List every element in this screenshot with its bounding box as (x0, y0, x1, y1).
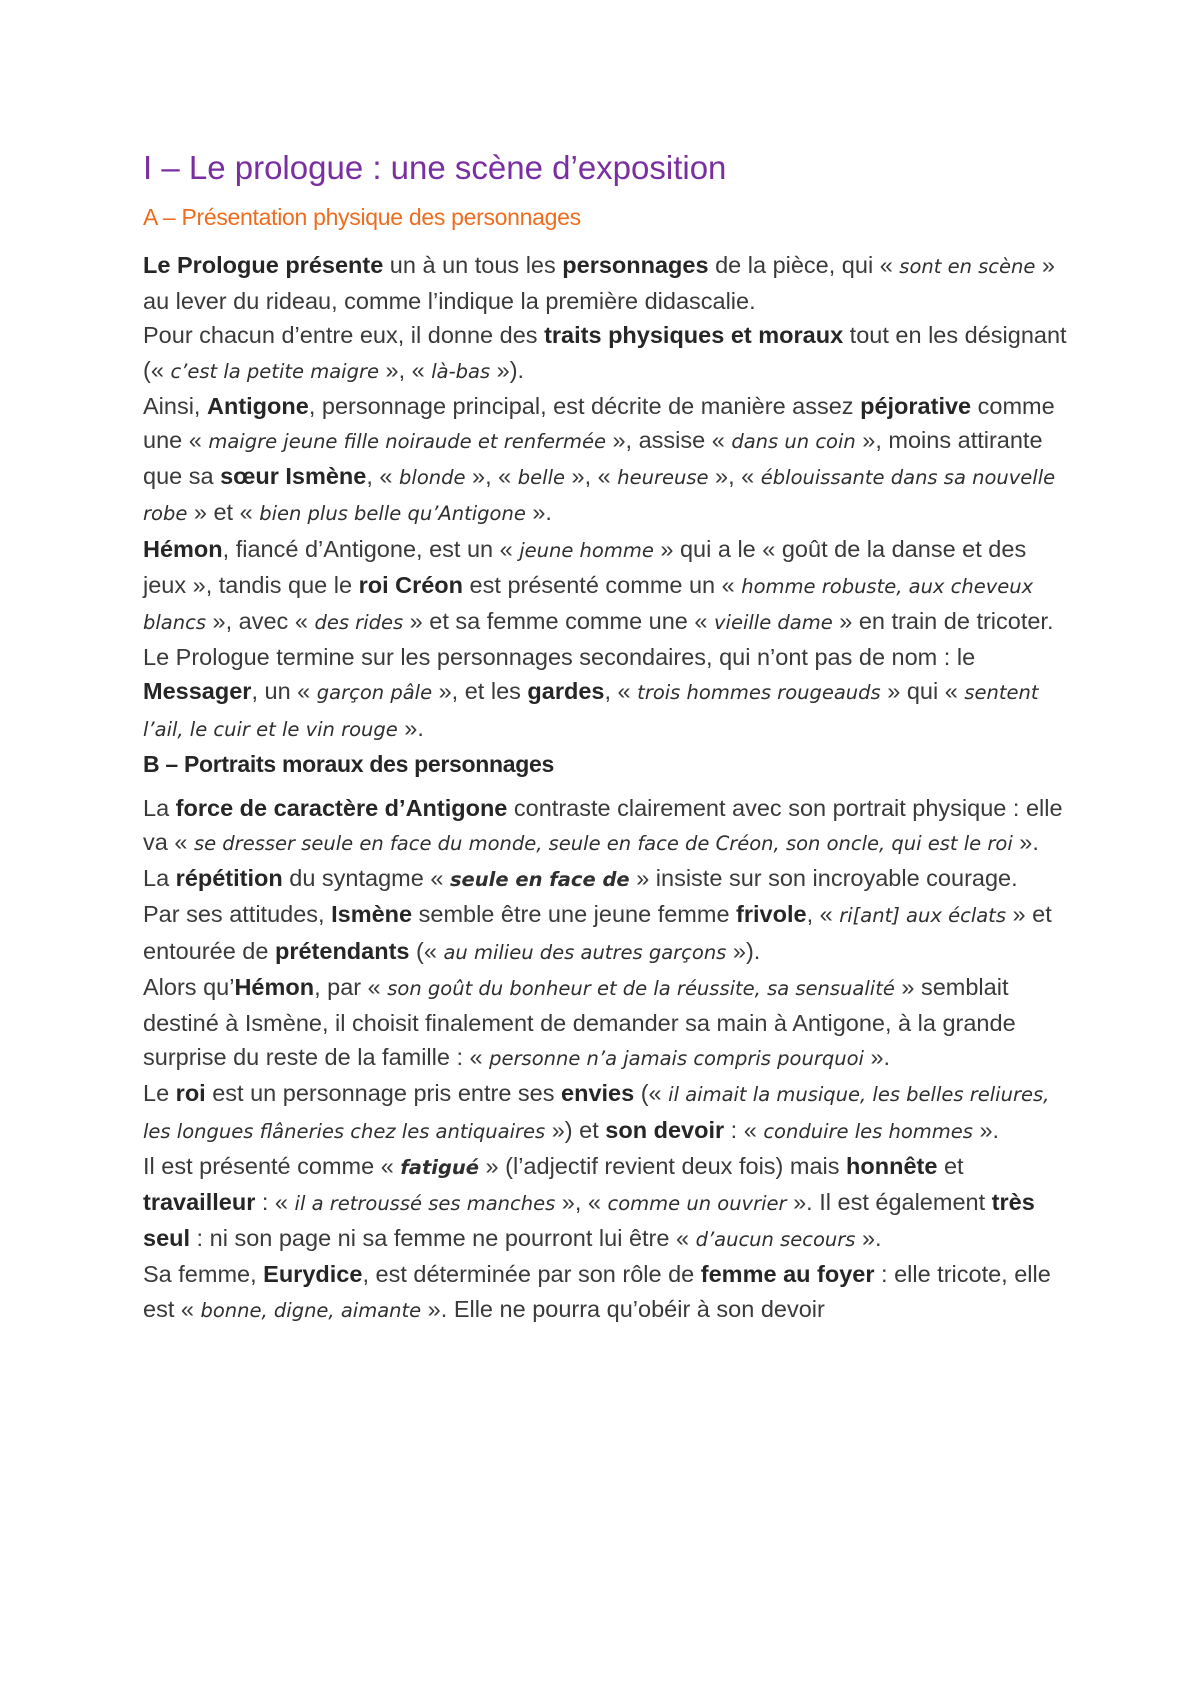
quotation-text: comme un ouvrier (607, 1192, 787, 1216)
body-text: » au lever du rideau, comme l’indique la première didascalie. (143, 252, 1055, 315)
body-text: Alors qu’ (143, 973, 235, 1000)
paragraph (143, 640, 1073, 747)
body-text: ». (397, 714, 424, 741)
body-text: » et « (187, 499, 260, 526)
quotation-text: là-bas (431, 359, 491, 383)
body-text: , un « (251, 678, 317, 705)
body-text: La (143, 865, 176, 892)
body-text: (« (634, 1080, 669, 1107)
emphasis-text: personnages (562, 252, 709, 278)
emphasis-text: Messager (143, 678, 252, 705)
paragraph (143, 970, 1073, 1077)
emphasis-text: femme au foyer (700, 1261, 875, 1288)
quotation-text: vieille dame (714, 611, 833, 635)
body-text: Sa femme, (143, 1261, 264, 1288)
body-text: : elle tricote, elle est « (143, 1261, 1051, 1322)
section-b-body (143, 791, 1073, 1328)
body-text: Le Prologue termine sur les personnages secondaires, qui n’ont pas de nom : le (143, 644, 976, 671)
emphasis-text: sœur Ismène (220, 463, 367, 490)
emphasis-text: roi (175, 1080, 206, 1107)
body-text: ». (1012, 829, 1039, 856)
quotation-text: sentent l’ail, le cuir et le vin rouge (143, 681, 1039, 741)
body-text: Ainsi, (143, 392, 207, 419)
quotation-text: se dresser seule en face du monde, seule en face de Créon, son oncle, qui est le roi (193, 832, 1013, 856)
body-text: » qui a le « goût de la danse et des jeux », tandis que le (143, 535, 1027, 598)
quotation-text: fatigué (400, 1155, 480, 1179)
quotation-text: sont en scène (899, 255, 1036, 278)
emphasis-text: prétendants (274, 937, 410, 964)
body-text: : ni son page ni sa femme ne pourront lui être « (190, 1225, 696, 1252)
body-text: », avec « (206, 608, 315, 635)
quotation-text: conduire les hommes (763, 1119, 973, 1143)
quotation-text: seule en face de (449, 868, 630, 892)
emphasis-text: Hémon (234, 973, 315, 1000)
emphasis-text: Hémon (143, 535, 223, 562)
quotation-text: trois hommes rougeauds (637, 681, 881, 705)
quotation-text: ri[ant] aux éclats (839, 904, 1006, 928)
body-text: tout en les désignant (« (143, 322, 1067, 383)
paragraph (143, 861, 1073, 897)
body-text: La (143, 794, 176, 821)
emphasis-text: envies (561, 1080, 635, 1107)
paragraph (143, 791, 1073, 861)
body-text: » et sa femme comme une « (403, 608, 714, 635)
emphasis-text: gardes (527, 678, 605, 705)
quotation-text: jeune homme (519, 538, 654, 562)
quotation-text: heureuse (617, 466, 709, 490)
body-text: est présenté comme un « (463, 571, 742, 598)
quotation-text: blonde (399, 466, 466, 490)
body-text: ». Il est également (786, 1189, 992, 1216)
body-text: ») et (545, 1116, 606, 1143)
body-text: Il est présenté comme « (143, 1152, 401, 1179)
body-text: et (937, 1152, 964, 1179)
body-text: , fiancé d’Antigone, est un « (222, 535, 520, 562)
paragraph (143, 1076, 1073, 1148)
paragraph (143, 248, 1073, 318)
paragraph (143, 389, 1073, 532)
body-text: , « (806, 901, 840, 928)
body-text: de la pièce, qui « (708, 252, 900, 278)
emphasis-text: roi Créon (358, 571, 464, 598)
body-text: ». (863, 1044, 891, 1071)
body-text: » en train de tricoter. (832, 608, 1054, 635)
quotation-text: bien plus belle qu’Antigone (259, 502, 526, 526)
body-text: » qui « (880, 678, 965, 705)
emphasis-text: son devoir (605, 1116, 725, 1143)
emphasis-text: répétition (175, 865, 283, 892)
paragraph (143, 318, 1073, 388)
body-text: , est déterminée par son rôle de (362, 1261, 701, 1288)
body-text: », « (465, 463, 518, 490)
paragraph (143, 532, 1073, 641)
body-text: , « (604, 678, 638, 705)
body-text: est un personnage pris entre ses (205, 1080, 562, 1107)
emphasis-text: traits physiques et moraux (544, 322, 844, 349)
body-text: », assise « (605, 427, 732, 454)
quotation-text: dans un coin (731, 430, 856, 454)
quotation-text: d’aucun secours (695, 1228, 856, 1252)
body-text: du syntagme « (282, 865, 450, 892)
body-text: un à un tous les (383, 252, 563, 278)
quotation-text: bonne, digne, aimante (200, 1298, 422, 1322)
body-text: » insiste sur son incroyable courage. (629, 865, 1018, 892)
body-text: » (l’adjectif revient deux fois) mais (479, 1152, 847, 1179)
body-text: ». (525, 499, 552, 526)
emphasis-text: force de caractère d’Antigone (175, 794, 508, 821)
body-text: », « (378, 356, 432, 383)
section-a-heading: A – Présentation physique des personnages (143, 204, 581, 230)
body-text: , personnage principal, est décrite de manière assez (308, 392, 861, 419)
body-text: »). (490, 356, 525, 383)
body-text: Par ses attitudes, (143, 901, 332, 928)
body-text: ». (972, 1116, 1000, 1143)
quotation-text: belle (517, 466, 565, 490)
body-text: Le (143, 1080, 176, 1107)
quotation-text: des rides (314, 611, 404, 635)
body-text: Pour chacun d’entre eux, il donne des (143, 322, 545, 349)
body-text: ». Elle ne pourra qu’obéir à son devoir (421, 1295, 825, 1322)
quotation-text: il aimait la musique, les belles reliures, les longues flâneries chez les antiquaires (143, 1083, 1050, 1143)
emphasis-text: Ismène (331, 901, 413, 928)
quotation-text: c’est la petite maigre (170, 359, 379, 383)
body-text: contraste clairement avec son portrait physique : elle va « (143, 794, 1063, 856)
quotation-text: personne n’a jamais compris pourquoi (489, 1047, 864, 1071)
body-text: », moins attirante que sa (143, 427, 1043, 490)
quotation-text: son goût du bonheur et de la réussite, sa sensualité (387, 976, 895, 1000)
emphasis-text: très seul (143, 1189, 1035, 1252)
emphasis-text: Eurydice (263, 1261, 363, 1288)
body-text: », et les (432, 678, 528, 705)
body-text: », « (565, 463, 618, 490)
document-page (143, 148, 1073, 1328)
quotation-text: éblouissante dans sa nouvelle robe (143, 466, 1056, 526)
body-text: » et entourée de (143, 901, 1052, 964)
quotation-text: homme robuste, aux cheveux blancs (143, 574, 1034, 635)
emphasis-text: travailleur (143, 1189, 256, 1216)
paragraph (143, 897, 1073, 969)
body-text: ». (855, 1225, 882, 1252)
emphasis-text: péjorative (860, 392, 972, 419)
body-text: semble être une jeune femme (412, 901, 737, 928)
body-text: »). (726, 937, 761, 964)
body-text: » semblait destiné à Ismène, il choisit finalement de demander sa main à Antigone, à la grande surprise du reste de la famille : « (143, 973, 1016, 1071)
body-text: comme une « (143, 392, 1055, 454)
body-text: : « (255, 1189, 295, 1216)
body-text: (« (409, 937, 444, 964)
section-b-heading: B – Portraits moraux des personnages (143, 750, 555, 777)
quotation-text: au milieu des autres garçons (443, 940, 727, 964)
body-text: , par « (314, 973, 388, 1000)
paragraph (143, 1149, 1073, 1258)
quotation-text: garçon pâle (316, 681, 433, 705)
body-text: », « (555, 1189, 608, 1216)
body-text: », « (708, 463, 761, 490)
emphasis-text: Antigone (207, 392, 309, 419)
emphasis-text: Le Prologue présente (143, 252, 384, 278)
quotation-text: maigre jeune fille noiraude et renfermée (208, 430, 606, 454)
section-a-body (143, 248, 1073, 747)
body-text: : « (724, 1116, 764, 1143)
emphasis-text: honnête (846, 1152, 938, 1179)
quotation-text: il a retroussé ses manches (294, 1192, 556, 1216)
document-title: I – Le prologue : une scène d’exposition (143, 149, 727, 186)
paragraph (143, 1257, 1073, 1327)
emphasis-text: frivole (736, 901, 807, 928)
body-text: , « (366, 463, 400, 490)
